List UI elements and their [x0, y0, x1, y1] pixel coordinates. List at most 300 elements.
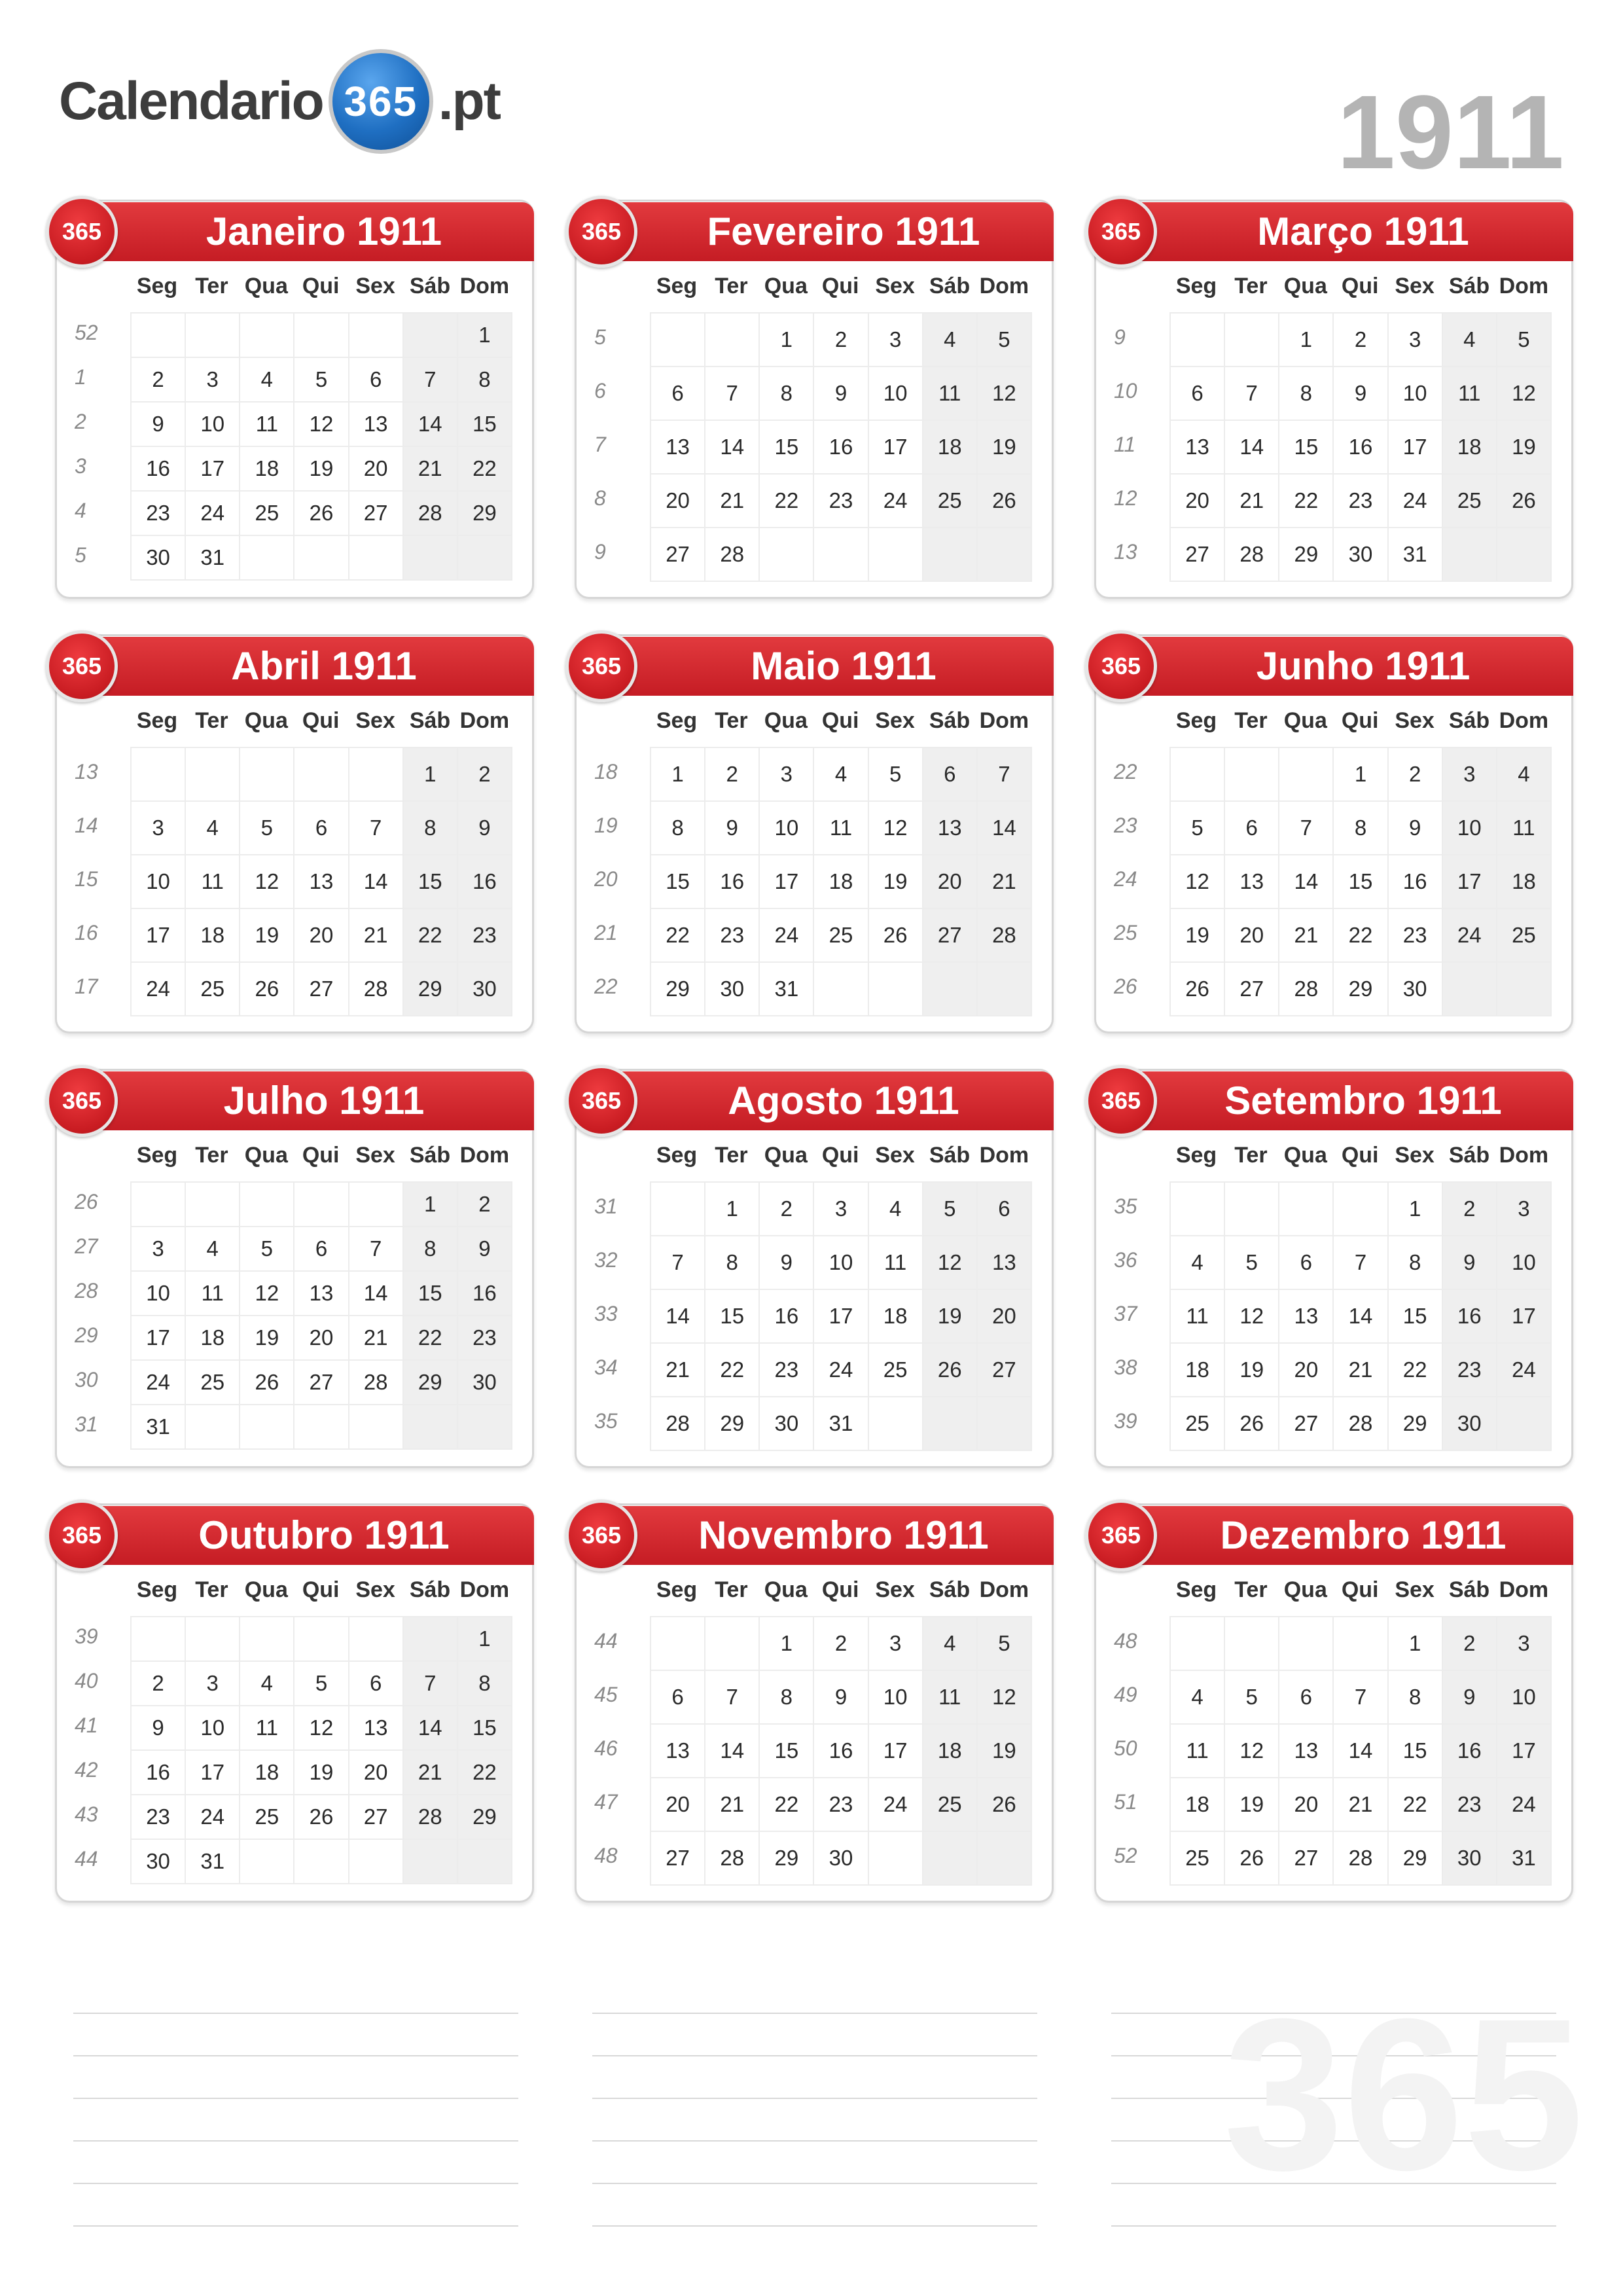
day-cell[interactable]: 8 — [403, 801, 457, 855]
day-cell[interactable]: 27 — [1279, 1397, 1333, 1450]
day-cell[interactable]: 25 — [240, 491, 294, 535]
day-cell[interactable]: 15 — [457, 1706, 512, 1750]
day-cell[interactable]: 6 — [1170, 367, 1224, 420]
day-cell[interactable]: 1 — [1388, 1182, 1442, 1236]
day-cell[interactable]: 29 — [1333, 962, 1387, 1016]
day-cell[interactable]: 23 — [131, 491, 185, 535]
day-cell[interactable]: 2 — [131, 1661, 185, 1706]
day-cell[interactable]: 1 — [1388, 1617, 1442, 1670]
day-cell[interactable]: 21 — [1333, 1343, 1387, 1397]
day-cell[interactable]: 19 — [294, 1750, 348, 1795]
day-cell[interactable]: 23 — [1388, 908, 1442, 962]
day-cell[interactable]: 1 — [403, 747, 457, 801]
day-cell[interactable]: 10 — [131, 855, 185, 908]
day-cell[interactable]: 10 — [185, 402, 240, 446]
day-cell[interactable]: 16 — [813, 1724, 868, 1778]
day-cell[interactable]: 22 — [759, 1778, 813, 1831]
day-cell[interactable]: 28 — [1333, 1397, 1387, 1450]
day-cell[interactable]: 5 — [868, 747, 923, 801]
day-cell[interactable]: 29 — [457, 491, 512, 535]
day-cell[interactable]: 28 — [1224, 528, 1279, 581]
day-cell[interactable]: 17 — [1497, 1289, 1551, 1343]
day-cell[interactable]: 6 — [1224, 801, 1279, 855]
day-cell[interactable]: 3 — [131, 801, 185, 855]
day-cell[interactable]: 30 — [457, 962, 512, 1016]
day-cell[interactable]: 26 — [294, 491, 348, 535]
day-cell[interactable]: 11 — [1170, 1289, 1224, 1343]
day-cell[interactable]: 18 — [813, 855, 868, 908]
day-cell[interactable]: 20 — [294, 908, 348, 962]
day-cell[interactable]: 9 — [813, 367, 868, 420]
day-cell[interactable]: 30 — [457, 1360, 512, 1405]
day-cell[interactable]: 11 — [923, 1670, 977, 1724]
day-cell[interactable]: 26 — [294, 1795, 348, 1839]
day-cell[interactable]: 9 — [759, 1236, 813, 1289]
day-cell[interactable]: 20 — [1279, 1343, 1333, 1397]
day-cell[interactable]: 13 — [651, 420, 705, 474]
day-cell[interactable]: 7 — [977, 747, 1031, 801]
day-cell[interactable]: 26 — [240, 962, 294, 1016]
day-cell[interactable]: 1 — [759, 313, 813, 367]
day-cell[interactable]: 8 — [403, 1227, 457, 1271]
day-cell[interactable]: 11 — [1497, 801, 1551, 855]
day-cell[interactable]: 2 — [813, 313, 868, 367]
day-cell[interactable]: 15 — [1388, 1289, 1442, 1343]
day-cell[interactable]: 19 — [240, 1316, 294, 1360]
day-cell[interactable]: 5 — [294, 357, 348, 402]
site-logo[interactable] — [59, 46, 500, 157]
day-cell[interactable]: 25 — [1497, 908, 1551, 962]
day-cell[interactable]: 22 — [1388, 1778, 1442, 1831]
day-cell[interactable]: 20 — [1170, 474, 1224, 528]
day-cell[interactable]: 23 — [1333, 474, 1387, 528]
day-cell[interactable]: 11 — [240, 1706, 294, 1750]
day-cell[interactable]: 27 — [651, 528, 705, 581]
day-cell[interactable]: 3 — [813, 1182, 868, 1236]
day-cell[interactable]: 6 — [977, 1182, 1031, 1236]
day-cell[interactable]: 21 — [349, 1316, 403, 1360]
day-cell[interactable]: 21 — [705, 1778, 759, 1831]
day-cell[interactable]: 18 — [185, 1316, 240, 1360]
day-cell[interactable]: 22 — [705, 1343, 759, 1397]
day-cell[interactable]: 7 — [651, 1236, 705, 1289]
day-cell[interactable]: 9 — [1388, 801, 1442, 855]
day-cell[interactable]: 19 — [977, 420, 1031, 474]
day-cell[interactable]: 30 — [1442, 1397, 1497, 1450]
day-cell[interactable]: 1 — [457, 1617, 512, 1661]
day-cell[interactable]: 5 — [1170, 801, 1224, 855]
day-cell[interactable]: 13 — [294, 855, 348, 908]
day-cell[interactable]: 8 — [1279, 367, 1333, 420]
day-cell[interactable]: 23 — [813, 1778, 868, 1831]
day-cell[interactable]: 17 — [1497, 1724, 1551, 1778]
day-cell[interactable]: 26 — [240, 1360, 294, 1405]
day-cell[interactable]: 28 — [403, 491, 457, 535]
day-cell[interactable]: 14 — [1224, 420, 1279, 474]
day-cell[interactable]: 5 — [240, 1227, 294, 1271]
day-cell[interactable]: 15 — [759, 420, 813, 474]
day-cell[interactable]: 26 — [868, 908, 923, 962]
day-cell[interactable]: 6 — [294, 1227, 348, 1271]
day-cell[interactable]: 2 — [1442, 1182, 1497, 1236]
day-cell[interactable]: 30 — [1333, 528, 1387, 581]
day-cell[interactable]: 3 — [868, 1617, 923, 1670]
day-cell[interactable]: 5 — [1224, 1236, 1279, 1289]
day-cell[interactable]: 25 — [1442, 474, 1497, 528]
day-cell[interactable]: 3 — [185, 1661, 240, 1706]
day-cell[interactable]: 23 — [457, 1316, 512, 1360]
day-cell[interactable]: 4 — [1170, 1670, 1224, 1724]
day-cell[interactable]: 5 — [1224, 1670, 1279, 1724]
day-cell[interactable]: 4 — [1497, 747, 1551, 801]
day-cell[interactable]: 24 — [1497, 1778, 1551, 1831]
day-cell[interactable]: 19 — [868, 855, 923, 908]
day-cell[interactable]: 18 — [240, 446, 294, 491]
day-cell[interactable]: 9 — [1333, 367, 1387, 420]
day-cell[interactable]: 13 — [349, 402, 403, 446]
day-cell[interactable]: 2 — [705, 747, 759, 801]
day-cell[interactable]: 27 — [1170, 528, 1224, 581]
day-cell[interactable]: 22 — [1333, 908, 1387, 962]
day-cell[interactable]: 7 — [403, 1661, 457, 1706]
day-cell[interactable]: 23 — [759, 1343, 813, 1397]
day-cell[interactable]: 25 — [923, 1778, 977, 1831]
day-cell[interactable]: 8 — [1333, 801, 1387, 855]
day-cell[interactable]: 14 — [403, 1706, 457, 1750]
day-cell[interactable]: 7 — [705, 367, 759, 420]
day-cell[interactable]: 10 — [131, 1271, 185, 1316]
day-cell[interactable]: 24 — [1388, 474, 1442, 528]
day-cell[interactable]: 10 — [868, 367, 923, 420]
day-cell[interactable]: 21 — [1279, 908, 1333, 962]
day-cell[interactable]: 27 — [349, 1795, 403, 1839]
day-cell[interactable]: 14 — [651, 1289, 705, 1343]
day-cell[interactable]: 16 — [759, 1289, 813, 1343]
day-cell[interactable]: 4 — [923, 1617, 977, 1670]
day-cell[interactable]: 28 — [349, 962, 403, 1016]
day-cell[interactable]: 29 — [403, 962, 457, 1016]
day-cell[interactable]: 8 — [1388, 1236, 1442, 1289]
day-cell[interactable]: 22 — [1279, 474, 1333, 528]
day-cell[interactable]: 5 — [1497, 313, 1551, 367]
day-cell[interactable]: 14 — [349, 1271, 403, 1316]
day-cell[interactable]: 21 — [1224, 474, 1279, 528]
day-cell[interactable]: 1 — [1279, 313, 1333, 367]
day-cell[interactable]: 12 — [1497, 367, 1551, 420]
day-cell[interactable]: 8 — [759, 1670, 813, 1724]
day-cell[interactable]: 26 — [977, 474, 1031, 528]
day-cell[interactable]: 14 — [403, 402, 457, 446]
day-cell[interactable]: 8 — [705, 1236, 759, 1289]
day-cell[interactable]: 31 — [759, 962, 813, 1016]
day-cell[interactable]: 25 — [1170, 1397, 1224, 1450]
day-cell[interactable]: 4 — [1170, 1236, 1224, 1289]
day-cell[interactable]: 10 — [813, 1236, 868, 1289]
day-cell[interactable]: 24 — [131, 1360, 185, 1405]
day-cell[interactable]: 30 — [131, 535, 185, 580]
day-cell[interactable]: 14 — [1333, 1289, 1387, 1343]
day-cell[interactable]: 20 — [349, 446, 403, 491]
day-cell[interactable]: 18 — [185, 908, 240, 962]
day-cell[interactable]: 13 — [1224, 855, 1279, 908]
day-cell[interactable]: 7 — [349, 801, 403, 855]
day-cell[interactable]: 19 — [1497, 420, 1551, 474]
day-cell[interactable]: 22 — [651, 908, 705, 962]
day-cell[interactable]: 30 — [705, 962, 759, 1016]
day-cell[interactable]: 7 — [349, 1227, 403, 1271]
day-cell[interactable]: 2 — [759, 1182, 813, 1236]
day-cell[interactable]: 4 — [813, 747, 868, 801]
day-cell[interactable]: 19 — [294, 446, 348, 491]
day-cell[interactable]: 23 — [813, 474, 868, 528]
day-cell[interactable]: 22 — [457, 446, 512, 491]
day-cell[interactable]: 30 — [131, 1839, 185, 1884]
day-cell[interactable]: 8 — [457, 1661, 512, 1706]
day-cell[interactable]: 12 — [294, 402, 348, 446]
day-cell[interactable]: 28 — [349, 1360, 403, 1405]
day-cell[interactable]: 1 — [1333, 747, 1387, 801]
day-cell[interactable]: 29 — [651, 962, 705, 1016]
day-cell[interactable]: 28 — [705, 1831, 759, 1885]
day-cell[interactable]: 15 — [1388, 1724, 1442, 1778]
day-cell[interactable]: 29 — [1388, 1831, 1442, 1885]
day-cell[interactable]: 7 — [1333, 1670, 1387, 1724]
day-cell[interactable]: 21 — [651, 1343, 705, 1397]
day-cell[interactable]: 29 — [1388, 1397, 1442, 1450]
day-cell[interactable]: 4 — [240, 357, 294, 402]
day-cell[interactable]: 3 — [131, 1227, 185, 1271]
day-cell[interactable]: 11 — [868, 1236, 923, 1289]
day-cell[interactable]: 27 — [923, 908, 977, 962]
day-cell[interactable]: 6 — [1279, 1236, 1333, 1289]
day-cell[interactable]: 5 — [294, 1661, 348, 1706]
day-cell[interactable]: 26 — [1497, 474, 1551, 528]
day-cell[interactable]: 6 — [923, 747, 977, 801]
day-cell[interactable]: 14 — [705, 1724, 759, 1778]
day-cell[interactable]: 3 — [868, 313, 923, 367]
day-cell[interactable]: 17 — [1442, 855, 1497, 908]
day-cell[interactable]: 25 — [240, 1795, 294, 1839]
day-cell[interactable]: 20 — [1279, 1778, 1333, 1831]
day-cell[interactable]: 16 — [813, 420, 868, 474]
day-cell[interactable]: 24 — [868, 1778, 923, 1831]
day-cell[interactable]: 15 — [403, 855, 457, 908]
day-cell[interactable]: 9 — [457, 801, 512, 855]
day-cell[interactable]: 29 — [1279, 528, 1333, 581]
day-cell[interactable]: 29 — [457, 1795, 512, 1839]
day-cell[interactable]: 22 — [457, 1750, 512, 1795]
day-cell[interactable]: 18 — [868, 1289, 923, 1343]
day-cell[interactable]: 25 — [185, 1360, 240, 1405]
day-cell[interactable]: 22 — [403, 1316, 457, 1360]
day-cell[interactable]: 14 — [977, 801, 1031, 855]
day-cell[interactable]: 11 — [1170, 1724, 1224, 1778]
day-cell[interactable]: 29 — [705, 1397, 759, 1450]
day-cell[interactable]: 15 — [1333, 855, 1387, 908]
day-cell[interactable]: 3 — [759, 747, 813, 801]
day-cell[interactable]: 17 — [131, 1316, 185, 1360]
day-cell[interactable]: 4 — [868, 1182, 923, 1236]
day-cell[interactable]: 21 — [977, 855, 1031, 908]
day-cell[interactable]: 10 — [868, 1670, 923, 1724]
day-cell[interactable]: 3 — [1497, 1617, 1551, 1670]
day-cell[interactable]: 20 — [977, 1289, 1031, 1343]
day-cell[interactable]: 9 — [131, 1706, 185, 1750]
day-cell[interactable]: 2 — [457, 1182, 512, 1227]
day-cell[interactable]: 23 — [457, 908, 512, 962]
day-cell[interactable]: 20 — [1224, 908, 1279, 962]
day-cell[interactable]: 8 — [457, 357, 512, 402]
day-cell[interactable]: 21 — [1333, 1778, 1387, 1831]
day-cell[interactable]: 6 — [651, 367, 705, 420]
day-cell[interactable]: 28 — [403, 1795, 457, 1839]
day-cell[interactable]: 22 — [759, 474, 813, 528]
day-cell[interactable]: 2 — [1333, 313, 1387, 367]
day-cell[interactable]: 26 — [1224, 1831, 1279, 1885]
day-cell[interactable]: 31 — [1497, 1831, 1551, 1885]
day-cell[interactable]: 5 — [240, 801, 294, 855]
day-cell[interactable]: 12 — [977, 1670, 1031, 1724]
day-cell[interactable]: 28 — [977, 908, 1031, 962]
day-cell[interactable]: 10 — [1388, 367, 1442, 420]
day-cell[interactable]: 10 — [759, 801, 813, 855]
day-cell[interactable]: 19 — [977, 1724, 1031, 1778]
day-cell[interactable]: 11 — [1442, 367, 1497, 420]
day-cell[interactable]: 9 — [813, 1670, 868, 1724]
day-cell[interactable]: 26 — [977, 1778, 1031, 1831]
day-cell[interactable]: 30 — [759, 1397, 813, 1450]
day-cell[interactable]: 16 — [705, 855, 759, 908]
day-cell[interactable]: 1 — [705, 1182, 759, 1236]
day-cell[interactable]: 20 — [923, 855, 977, 908]
day-cell[interactable]: 20 — [651, 1778, 705, 1831]
day-cell[interactable]: 13 — [977, 1236, 1031, 1289]
day-cell[interactable]: 7 — [1333, 1236, 1387, 1289]
day-cell[interactable]: 15 — [651, 855, 705, 908]
day-cell[interactable]: 13 — [923, 801, 977, 855]
day-cell[interactable]: 21 — [403, 446, 457, 491]
day-cell[interactable]: 7 — [1224, 367, 1279, 420]
day-cell[interactable]: 28 — [705, 528, 759, 581]
day-cell[interactable]: 25 — [1170, 1831, 1224, 1885]
day-cell[interactable]: 20 — [349, 1750, 403, 1795]
day-cell[interactable]: 27 — [1224, 962, 1279, 1016]
day-cell[interactable]: 31 — [131, 1405, 185, 1449]
day-cell[interactable]: 21 — [403, 1750, 457, 1795]
day-cell[interactable]: 29 — [403, 1360, 457, 1405]
day-cell[interactable]: 2 — [131, 357, 185, 402]
day-cell[interactable]: 24 — [868, 474, 923, 528]
day-cell[interactable]: 15 — [1279, 420, 1333, 474]
day-cell[interactable]: 1 — [759, 1617, 813, 1670]
day-cell[interactable]: 10 — [1497, 1670, 1551, 1724]
day-cell[interactable]: 13 — [651, 1724, 705, 1778]
day-cell[interactable]: 24 — [813, 1343, 868, 1397]
day-cell[interactable]: 8 — [651, 801, 705, 855]
day-cell[interactable]: 17 — [185, 446, 240, 491]
day-cell[interactable]: 27 — [1279, 1831, 1333, 1885]
day-cell[interactable]: 8 — [1388, 1670, 1442, 1724]
day-cell[interactable]: 24 — [131, 962, 185, 1016]
day-cell[interactable]: 6 — [294, 801, 348, 855]
day-cell[interactable]: 17 — [185, 1750, 240, 1795]
day-cell[interactable]: 18 — [923, 420, 977, 474]
day-cell[interactable]: 16 — [1442, 1724, 1497, 1778]
day-cell[interactable]: 16 — [131, 446, 185, 491]
day-cell[interactable]: 9 — [705, 801, 759, 855]
day-cell[interactable]: 20 — [651, 474, 705, 528]
day-cell[interactable]: 21 — [705, 474, 759, 528]
day-cell[interactable]: 11 — [185, 855, 240, 908]
day-cell[interactable]: 2 — [1442, 1617, 1497, 1670]
day-cell[interactable]: 20 — [294, 1316, 348, 1360]
day-cell[interactable]: 6 — [349, 1661, 403, 1706]
day-cell[interactable]: 19 — [923, 1289, 977, 1343]
day-cell[interactable]: 11 — [813, 801, 868, 855]
day-cell[interactable]: 31 — [185, 1839, 240, 1884]
day-cell[interactable]: 31 — [813, 1397, 868, 1450]
day-cell[interactable]: 18 — [1442, 420, 1497, 474]
day-cell[interactable]: 12 — [868, 801, 923, 855]
day-cell[interactable]: 3 — [1442, 747, 1497, 801]
day-cell[interactable]: 16 — [457, 855, 512, 908]
day-cell[interactable]: 17 — [868, 1724, 923, 1778]
day-cell[interactable]: 14 — [1279, 855, 1333, 908]
day-cell[interactable]: 5 — [923, 1182, 977, 1236]
day-cell[interactable]: 14 — [1333, 1724, 1387, 1778]
day-cell[interactable]: 6 — [349, 357, 403, 402]
day-cell[interactable]: 24 — [1497, 1343, 1551, 1397]
day-cell[interactable]: 9 — [1442, 1670, 1497, 1724]
day-cell[interactable]: 12 — [240, 855, 294, 908]
day-cell[interactable]: 5 — [977, 1617, 1031, 1670]
day-cell[interactable]: 23 — [705, 908, 759, 962]
day-cell[interactable]: 7 — [705, 1670, 759, 1724]
day-cell[interactable]: 24 — [185, 1795, 240, 1839]
day-cell[interactable]: 15 — [705, 1289, 759, 1343]
day-cell[interactable]: 16 — [457, 1271, 512, 1316]
day-cell[interactable]: 16 — [1333, 420, 1387, 474]
day-cell[interactable]: 28 — [651, 1397, 705, 1450]
day-cell[interactable]: 21 — [349, 908, 403, 962]
day-cell[interactable]: 3 — [185, 357, 240, 402]
day-cell[interactable]: 23 — [1442, 1343, 1497, 1397]
day-cell[interactable]: 22 — [403, 908, 457, 962]
day-cell[interactable]: 4 — [1442, 313, 1497, 367]
day-cell[interactable]: 14 — [349, 855, 403, 908]
day-cell[interactable]: 13 — [1279, 1289, 1333, 1343]
day-cell[interactable]: 16 — [1442, 1289, 1497, 1343]
day-cell[interactable]: 12 — [240, 1271, 294, 1316]
day-cell[interactable]: 19 — [1170, 908, 1224, 962]
day-cell[interactable]: 9 — [131, 402, 185, 446]
day-cell[interactable]: 25 — [813, 908, 868, 962]
day-cell[interactable]: 16 — [1388, 855, 1442, 908]
day-cell[interactable]: 6 — [1279, 1670, 1333, 1724]
day-cell[interactable]: 30 — [1388, 962, 1442, 1016]
day-cell[interactable]: 24 — [185, 491, 240, 535]
day-cell[interactable]: 17 — [131, 908, 185, 962]
day-cell[interactable]: 28 — [1333, 1831, 1387, 1885]
day-cell[interactable]: 31 — [1388, 528, 1442, 581]
day-cell[interactable]: 15 — [759, 1724, 813, 1778]
day-cell[interactable]: 22 — [1388, 1343, 1442, 1397]
day-cell[interactable]: 27 — [977, 1343, 1031, 1397]
day-cell[interactable]: 19 — [1224, 1778, 1279, 1831]
day-cell[interactable]: 18 — [1170, 1778, 1224, 1831]
day-cell[interactable]: 13 — [294, 1271, 348, 1316]
day-cell[interactable]: 27 — [651, 1831, 705, 1885]
